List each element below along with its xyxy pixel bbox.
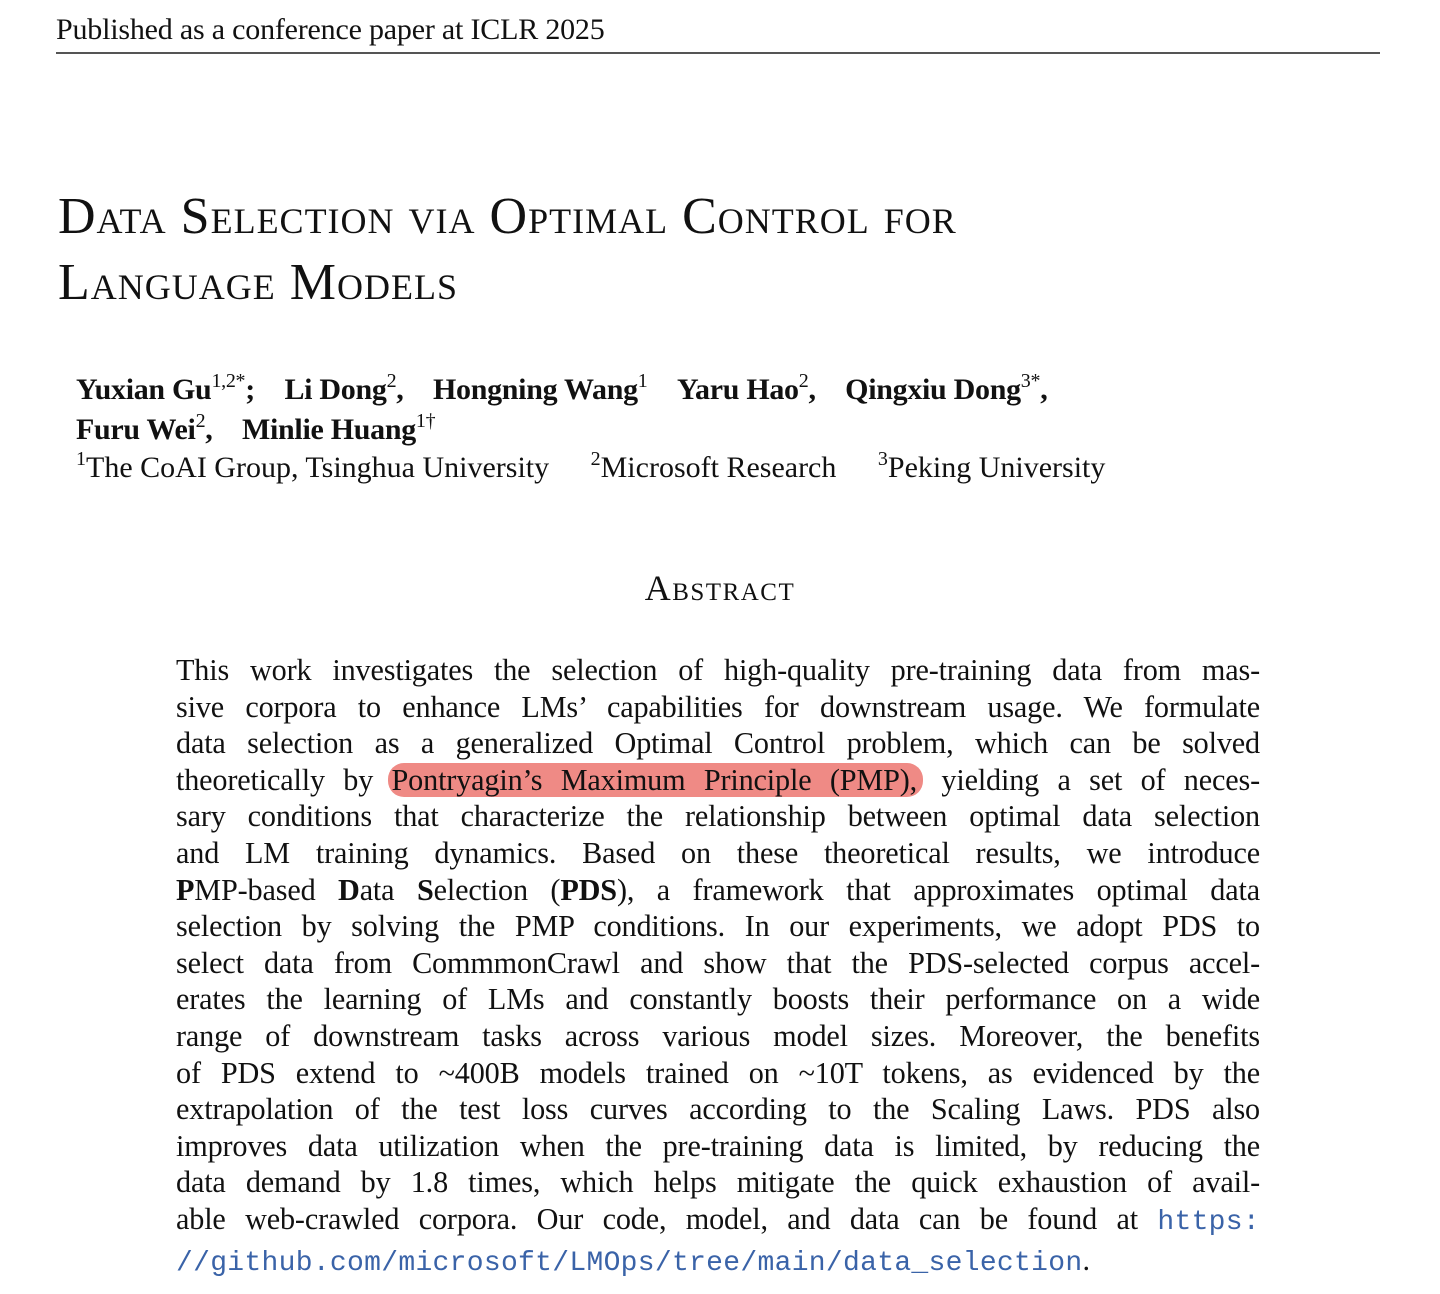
running-header <box>56 8 1380 54</box>
abstract-line: erates the learning of LMs and constantly boosts their performance on a wide <box>176 982 1260 1017</box>
abstract-line: of PDS extend to ~400B models trained on ~10T tokens, as evidenced by the <box>176 1055 1260 1090</box>
abstract-line: data selection as a generalized Optimal Control problem, which can be solved <box>176 726 1260 761</box>
abstract-line: theoretically by Pontryagin’s Maximum Principle (PMP), yielding a set of neces- <box>176 762 1260 797</box>
author: Li Dong$^2$, <box>284 370 404 406</box>
author: Yuxian $Gu^{1,2*}$; <box>76 370 255 406</box>
author-line-2 <box>76 410 1326 450</box>
abstract-body <box>176 652 1260 1282</box>
abstract-line: extrapolation of the test loss curves according to the Scaling Laws. PDS also <box>176 1092 1260 1127</box>
abstract-line: selection by solving the PMP conditions. In our experiments, we adopt PDS to <box>176 909 1260 944</box>
abstract-line: //github.com/microsoft/LMOps/tree/main/data_selection. <box>176 1242 1090 1279</box>
title-line-2: Language Models <box>58 254 458 311</box>
abstract-line: improves data utilization when the pre-training data is limited, by reducing the <box>176 1128 1260 1163</box>
abstract-line: data demand by 1.8 times, which helps mitigate the quick exhaustion of avail- <box>176 1165 1260 1200</box>
author: Qingxiu Dong$^{3*}$, <box>845 370 1048 406</box>
highlighted-text[interactable]: Pontryagin’s Maximum Principle (PMP), <box>388 763 923 797</box>
abstract-heading: Abstract <box>644 568 796 608</box>
author: Furu Wei$^2$, <box>76 410 213 446</box>
author: Minlie Huang$^{1\dagger}$ <box>241 410 436 446</box>
author-block <box>76 370 1326 488</box>
affiliation: $^2$Microsoft Research <box>590 448 837 484</box>
abstract-line: able web-crawled corpora. Our code, model, and data can be found at https: <box>176 1201 1260 1238</box>
author: Hongning Wang$^1$ <box>432 370 648 406</box>
paper-title <box>58 184 1378 316</box>
abstract-line: PMP-based Data Selection (PDS), a framework that approximates optimal data <box>176 872 1260 907</box>
code-link-continued[interactable]: //github.com/microsoft/LMOps/tree/main/data_selection <box>176 1247 1083 1279</box>
author: Yaru Hao$^2$, <box>676 370 816 406</box>
abstract-line: sary conditions that characterize the relationship between optimal data selection <box>176 799 1260 834</box>
affiliations <box>76 448 1326 488</box>
author-line-1 <box>76 370 1326 410</box>
conference-note: Published as a conference paper at ICLR 2025 <box>56 13 605 46</box>
abstract-line: This work investigates the selection of high-quality pre-training data from mas- <box>176 653 1260 687</box>
code-link[interactable]: https: <box>1157 1206 1260 1238</box>
abstract-line: and LM training dynamics. Based on these theoretical results, we introduce <box>176 835 1260 870</box>
title-line-1: Data Selection via Optimal Control for <box>58 188 957 245</box>
affiliation: $^1$The CoAI Group, Tsinghua University <box>76 448 550 484</box>
abstract-line: sive corpora to enhance LMs’ capabilities for downstream usage. We formulate <box>176 689 1260 724</box>
abstract-line: select data from CommmonCrawl and show that the PDS-selected corpus accel- <box>176 945 1260 980</box>
abstract-line: range of downstream tasks across various model sizes. Moreover, the benefits <box>176 1018 1260 1053</box>
affiliation: $^3$Peking University <box>877 448 1106 484</box>
